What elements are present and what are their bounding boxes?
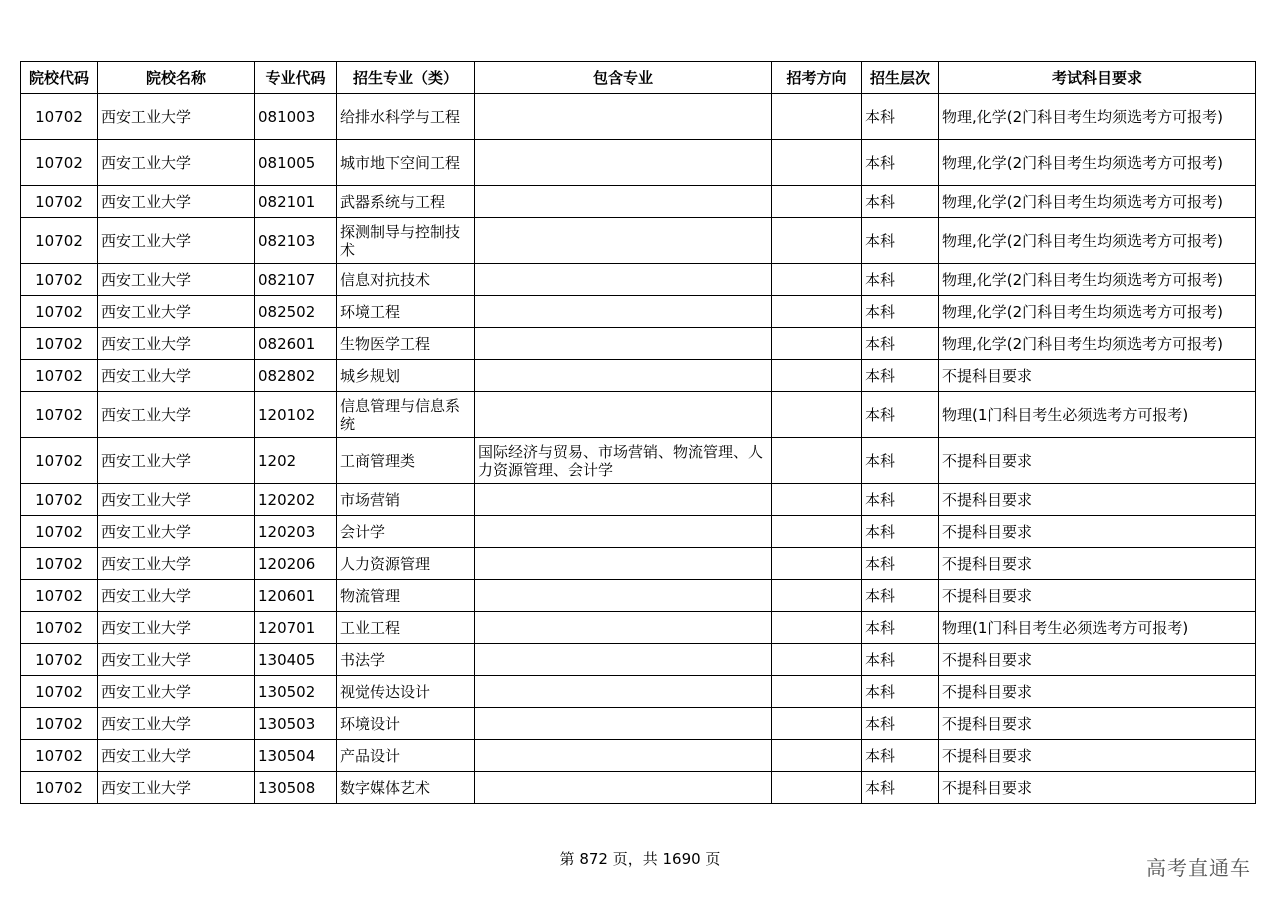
header-major: 招生专业（类） [337, 62, 475, 94]
cell-major: 市场营销 [337, 484, 475, 516]
cell-major-code: 082502 [255, 296, 337, 328]
cell-requirement: 物理(1门科目考生必须选考方可报考) [939, 612, 1256, 644]
cell-major: 信息对抗技术 [337, 264, 475, 296]
header-included: 包含专业 [475, 62, 772, 94]
header-school-code: 院校代码 [21, 62, 98, 94]
cell-major-code: 120102 [255, 392, 337, 438]
cell-direction [772, 772, 862, 804]
cell-major-code: 130405 [255, 644, 337, 676]
cell-level: 本科 [862, 186, 939, 218]
table-row [21, 580, 1256, 612]
table-row [21, 612, 1256, 644]
table-row [21, 516, 1256, 548]
cell-school-code: 10702 [21, 676, 98, 708]
cell-direction [772, 708, 862, 740]
cell-included [475, 740, 772, 772]
cell-included [475, 772, 772, 804]
cell-direction [772, 580, 862, 612]
cell-level: 本科 [862, 484, 939, 516]
table-row [21, 140, 1256, 186]
cell-level: 本科 [862, 580, 939, 612]
table-body [21, 94, 1256, 804]
cell-major-code: 120206 [255, 548, 337, 580]
cell-level: 本科 [862, 360, 939, 392]
cell-major-code: 1202 [255, 438, 337, 484]
cell-level: 本科 [862, 772, 939, 804]
cell-requirement: 不提科目要求 [939, 644, 1256, 676]
cell-requirement: 物理,化学(2门科目考生均须选考方可报考) [939, 218, 1256, 264]
cell-direction [772, 296, 862, 328]
cell-major: 视觉传达设计 [337, 676, 475, 708]
cell-direction [772, 140, 862, 186]
cell-major: 环境工程 [337, 296, 475, 328]
cell-school-name: 西安工业大学 [98, 296, 255, 328]
cell-major-code: 082103 [255, 218, 337, 264]
cell-included [475, 548, 772, 580]
header-major-code: 专业代码 [255, 62, 337, 94]
cell-major: 给排水科学与工程 [337, 94, 475, 140]
cell-major: 工商管理类 [337, 438, 475, 484]
cell-school-code: 10702 [21, 360, 98, 392]
table-row [21, 94, 1256, 140]
cell-requirement: 不提科目要求 [939, 708, 1256, 740]
cell-school-code: 10702 [21, 264, 98, 296]
cell-direction [772, 392, 862, 438]
cell-school-name: 西安工业大学 [98, 392, 255, 438]
cell-major-code: 081005 [255, 140, 337, 186]
cell-requirement: 不提科目要求 [939, 484, 1256, 516]
table-row [21, 676, 1256, 708]
cell-requirement: 不提科目要求 [939, 548, 1256, 580]
cell-requirement: 物理,化学(2门科目考生均须选考方可报考) [939, 296, 1256, 328]
table-row [21, 740, 1256, 772]
cell-included [475, 296, 772, 328]
cell-major: 环境设计 [337, 708, 475, 740]
cell-requirement: 不提科目要求 [939, 580, 1256, 612]
cell-level: 本科 [862, 328, 939, 360]
cell-direction [772, 548, 862, 580]
cell-school-name: 西安工业大学 [98, 516, 255, 548]
cell-requirement: 物理,化学(2门科目考生均须选考方可报考) [939, 186, 1256, 218]
header-school-name: 院校名称 [98, 62, 255, 94]
cell-major-code: 130508 [255, 772, 337, 804]
cell-school-name: 西安工业大学 [98, 140, 255, 186]
cell-school-name: 西安工业大学 [98, 484, 255, 516]
cell-school-code: 10702 [21, 612, 98, 644]
cell-major: 物流管理 [337, 580, 475, 612]
table-row [21, 548, 1256, 580]
cell-school-code: 10702 [21, 708, 98, 740]
cell-major-code: 120203 [255, 516, 337, 548]
cell-major: 人力资源管理 [337, 548, 475, 580]
cell-level: 本科 [862, 438, 939, 484]
page-number: 第 872 页，共 1690 页 [559, 850, 721, 868]
cell-school-code: 10702 [21, 580, 98, 612]
header-direction: 招考方向 [772, 62, 862, 94]
cell-included [475, 516, 772, 548]
cell-school-name: 西安工业大学 [98, 438, 255, 484]
cell-direction [772, 644, 862, 676]
cell-direction [772, 484, 862, 516]
cell-school-name: 西安工业大学 [98, 218, 255, 264]
cell-school-code: 10702 [21, 296, 98, 328]
table-row [21, 644, 1256, 676]
cell-school-code: 10702 [21, 328, 98, 360]
cell-requirement: 物理,化学(2门科目考生均须选考方可报考) [939, 328, 1256, 360]
cell-major-code: 082107 [255, 264, 337, 296]
cell-school-code: 10702 [21, 548, 98, 580]
cell-requirement: 不提科目要求 [939, 438, 1256, 484]
cell-school-name: 西安工业大学 [98, 708, 255, 740]
cell-included [475, 186, 772, 218]
cell-major-code: 081003 [255, 94, 337, 140]
cell-direction [772, 94, 862, 140]
table-row [21, 186, 1256, 218]
cell-level: 本科 [862, 548, 939, 580]
cell-level: 本科 [862, 296, 939, 328]
cell-level: 本科 [862, 740, 939, 772]
cell-direction [772, 328, 862, 360]
cell-requirement: 不提科目要求 [939, 740, 1256, 772]
cell-school-name: 西安工业大学 [98, 676, 255, 708]
cell-major-code: 120701 [255, 612, 337, 644]
cell-major: 数字媒体艺术 [337, 772, 475, 804]
cell-level: 本科 [862, 644, 939, 676]
table-row [21, 772, 1256, 804]
cell-requirement: 不提科目要求 [939, 772, 1256, 804]
table-row [21, 360, 1256, 392]
cell-direction [772, 740, 862, 772]
cell-included [475, 644, 772, 676]
cell-level: 本科 [862, 708, 939, 740]
cell-direction [772, 186, 862, 218]
cell-school-name: 西安工业大学 [98, 772, 255, 804]
table-header-row [21, 62, 1256, 94]
cell-school-code: 10702 [21, 218, 98, 264]
cell-level: 本科 [862, 612, 939, 644]
cell-school-name: 西安工业大学 [98, 740, 255, 772]
cell-direction [772, 612, 862, 644]
cell-included [475, 218, 772, 264]
cell-school-name: 西安工业大学 [98, 360, 255, 392]
cell-school-name: 西安工业大学 [98, 264, 255, 296]
cell-major: 产品设计 [337, 740, 475, 772]
cell-major: 城乡规划 [337, 360, 475, 392]
cell-major: 武器系统与工程 [337, 186, 475, 218]
cell-level: 本科 [862, 676, 939, 708]
cell-included [475, 94, 772, 140]
cell-included [475, 676, 772, 708]
cell-major: 生物医学工程 [337, 328, 475, 360]
cell-direction [772, 438, 862, 484]
table-row [21, 484, 1256, 516]
cell-school-name: 西安工业大学 [98, 612, 255, 644]
cell-direction [772, 676, 862, 708]
cell-included [475, 140, 772, 186]
cell-major-code: 130503 [255, 708, 337, 740]
table-row [21, 296, 1256, 328]
cell-school-code: 10702 [21, 740, 98, 772]
cell-included [475, 708, 772, 740]
cell-included [475, 612, 772, 644]
header-requirement: 考试科目要求 [939, 62, 1256, 94]
cell-level: 本科 [862, 516, 939, 548]
cell-school-code: 10702 [21, 438, 98, 484]
cell-included [475, 360, 772, 392]
admission-table [20, 61, 1256, 804]
cell-major: 探测制导与控制技术 [337, 218, 475, 264]
cell-school-code: 10702 [21, 516, 98, 548]
cell-school-name: 西安工业大学 [98, 186, 255, 218]
cell-school-name: 西安工业大学 [98, 580, 255, 612]
cell-included [475, 392, 772, 438]
cell-major-code: 082601 [255, 328, 337, 360]
cell-included [475, 264, 772, 296]
cell-school-code: 10702 [21, 644, 98, 676]
cell-included [475, 484, 772, 516]
cell-level: 本科 [862, 264, 939, 296]
cell-major-code: 082802 [255, 360, 337, 392]
table-row [21, 218, 1256, 264]
cell-major-code: 120601 [255, 580, 337, 612]
watermark: 高考直通车 [1146, 856, 1251, 880]
cell-level: 本科 [862, 218, 939, 264]
cell-major: 城市地下空间工程 [337, 140, 475, 186]
cell-level: 本科 [862, 94, 939, 140]
table-row [21, 328, 1256, 360]
cell-direction [772, 516, 862, 548]
table-row [21, 264, 1256, 296]
cell-included [475, 580, 772, 612]
cell-major-code: 130502 [255, 676, 337, 708]
cell-school-name: 西安工业大学 [98, 644, 255, 676]
cell-included: 国际经济与贸易、市场营销、物流管理、人力资源管理、会计学 [475, 438, 772, 484]
cell-major-code: 130504 [255, 740, 337, 772]
cell-requirement: 物理,化学(2门科目考生均须选考方可报考) [939, 94, 1256, 140]
cell-major: 会计学 [337, 516, 475, 548]
cell-requirement: 不提科目要求 [939, 676, 1256, 708]
cell-level: 本科 [862, 140, 939, 186]
cell-school-name: 西安工业大学 [98, 548, 255, 580]
cell-requirement: 物理,化学(2门科目考生均须选考方可报考) [939, 264, 1256, 296]
cell-major-code: 082101 [255, 186, 337, 218]
cell-major-code: 120202 [255, 484, 337, 516]
cell-major: 信息管理与信息系统 [337, 392, 475, 438]
table-row [21, 438, 1256, 484]
header-level: 招生层次 [862, 62, 939, 94]
cell-school-code: 10702 [21, 140, 98, 186]
cell-major: 书法学 [337, 644, 475, 676]
cell-school-name: 西安工业大学 [98, 328, 255, 360]
cell-major: 工业工程 [337, 612, 475, 644]
cell-requirement: 物理,化学(2门科目考生均须选考方可报考) [939, 140, 1256, 186]
cell-school-code: 10702 [21, 392, 98, 438]
cell-level: 本科 [862, 392, 939, 438]
cell-school-code: 10702 [21, 186, 98, 218]
cell-requirement: 不提科目要求 [939, 516, 1256, 548]
cell-school-code: 10702 [21, 772, 98, 804]
cell-included [475, 328, 772, 360]
table-row [21, 708, 1256, 740]
cell-school-code: 10702 [21, 94, 98, 140]
cell-direction [772, 218, 862, 264]
cell-school-name: 西安工业大学 [98, 94, 255, 140]
cell-school-code: 10702 [21, 484, 98, 516]
cell-requirement: 物理(1门科目考生必须选考方可报考) [939, 392, 1256, 438]
cell-requirement: 不提科目要求 [939, 360, 1256, 392]
table-row [21, 392, 1256, 438]
cell-direction [772, 360, 862, 392]
cell-direction [772, 264, 862, 296]
